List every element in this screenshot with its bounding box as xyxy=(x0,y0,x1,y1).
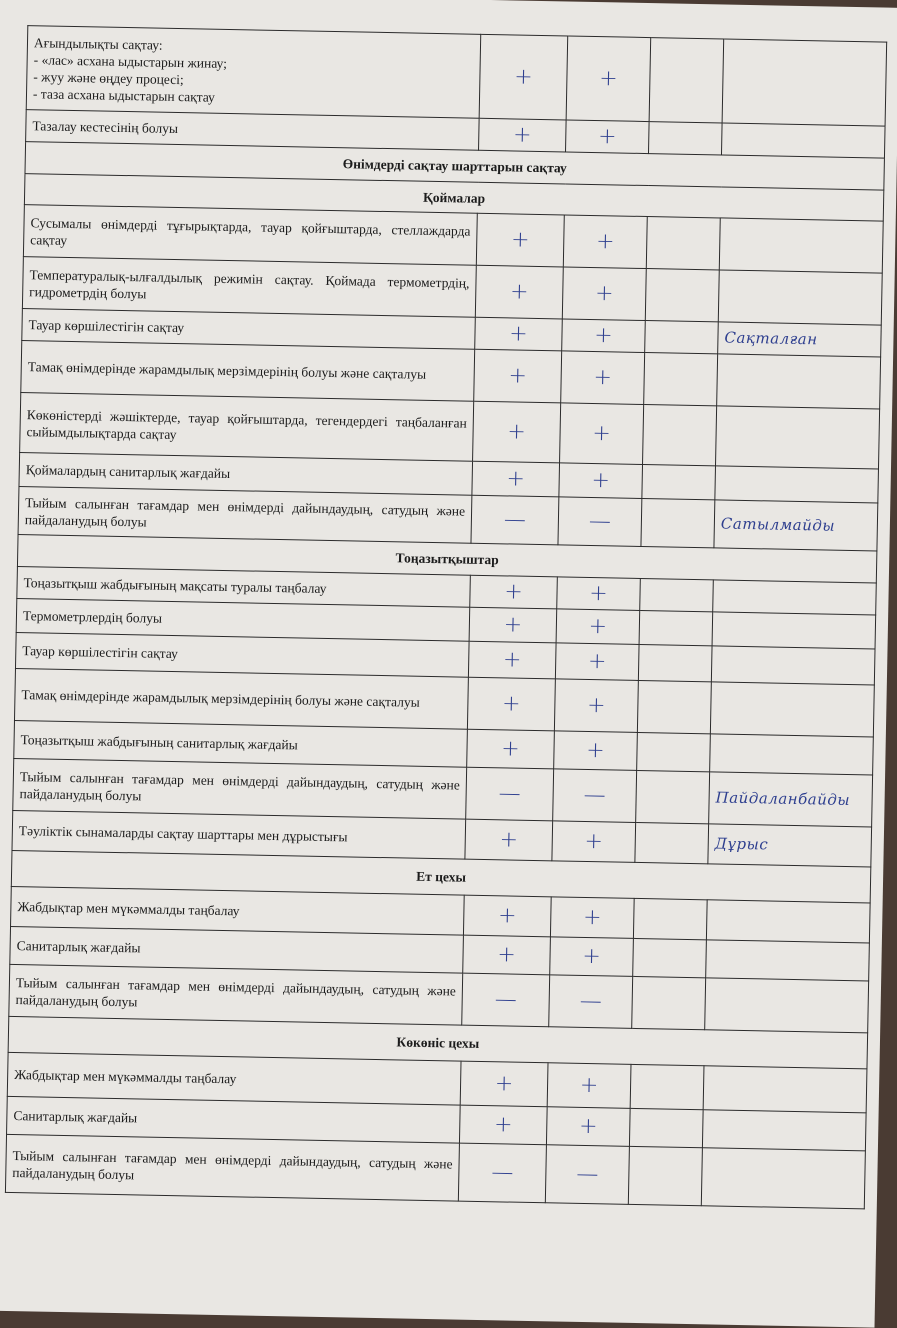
empty-cell xyxy=(629,1108,703,1147)
requirement-text: Жабдықтар мен мүкәммалды таңбалау xyxy=(7,1052,461,1105)
mark-check-2: + xyxy=(552,821,636,863)
handwritten-note xyxy=(712,612,876,649)
empty-cell xyxy=(637,732,711,771)
mark-check-2: — xyxy=(553,769,637,823)
mark-check-2: — xyxy=(549,975,633,1029)
requirement-text: Қоймалардың санитарлық жағдайы xyxy=(19,453,473,496)
mark-check-1: + xyxy=(465,819,553,861)
empty-cell xyxy=(636,770,710,823)
requirement-text: Тыйым салынған тағамдар мен өнімдерді дайындаудың, сатудың және пайдаланудың болуы xyxy=(5,1134,459,1201)
handwritten-note: Сатылмайды xyxy=(714,500,878,551)
handwritten-note xyxy=(715,466,879,503)
handwritten-note xyxy=(711,646,875,685)
empty-cell xyxy=(633,898,707,939)
mark-check-2: + xyxy=(561,351,645,405)
requirement-text: Тыйым салынған тағамдар мен өнімдерді дайындаудың, сатудың және пайдаланудың болуы xyxy=(9,964,463,1025)
mark-check-2: + xyxy=(562,267,646,321)
mark-check-2: + xyxy=(554,679,638,733)
requirement-text: Термометрлердің болуы xyxy=(16,599,470,642)
handwritten-note: Пайдаланбайды xyxy=(709,772,873,827)
requirement-text: Тоңазытқыш жабдығының мақсаты туралы таңбалау xyxy=(17,567,471,608)
handwritten-note xyxy=(719,218,883,273)
checklist-row xyxy=(26,26,886,126)
mark-check-2: — xyxy=(558,497,642,547)
requirement-text: Санитарлық жағдайы xyxy=(7,1096,461,1143)
empty-cell xyxy=(628,1146,702,1205)
requirement-text: Көкөністерді жәшіктерде, тауар қойғыштарда, тегендердегі таңбаланған сыйымдылықтарда сақтау xyxy=(20,393,474,462)
mark-check-2: + xyxy=(559,463,643,499)
mark-check-1: — xyxy=(462,973,550,1027)
empty-cell xyxy=(637,680,711,733)
section-title: Тоңазытқыштар xyxy=(17,535,876,583)
mark-check-1: + xyxy=(460,1061,548,1107)
handwritten-note xyxy=(717,354,881,409)
empty-cell xyxy=(638,644,712,681)
mark-check-1: + xyxy=(467,677,555,731)
mark-check-1: + xyxy=(463,895,551,937)
empty-cell xyxy=(630,1064,704,1109)
mark-check-2: + xyxy=(550,897,634,939)
handwritten-note xyxy=(705,978,869,1033)
empty-cell xyxy=(646,217,720,270)
section-title: Қоймалар xyxy=(24,174,883,221)
empty-cell xyxy=(639,610,713,645)
mark-check-1: + xyxy=(479,34,568,120)
mark-check-2: + xyxy=(554,731,638,771)
mark-check-2: + xyxy=(566,36,651,122)
mark-check-1: + xyxy=(470,575,558,609)
mark-check-1: + xyxy=(459,1105,547,1145)
inspection-table-body xyxy=(5,26,886,1209)
empty-cell xyxy=(644,353,718,406)
handwritten-note xyxy=(701,1148,865,1209)
mark-check-1: + xyxy=(476,213,564,267)
mark-check-2: + xyxy=(550,937,634,977)
mark-check-1: + xyxy=(473,401,561,463)
section-title: Көкөніс цехы xyxy=(8,1016,868,1068)
checklist-sheet xyxy=(5,25,887,1209)
empty-cell xyxy=(641,498,715,547)
requirement-text: Тәуліктік сынамаларды сақтау шарттары мен дұрыстығы xyxy=(12,810,466,859)
handwritten-note xyxy=(706,900,870,943)
handwritten-note xyxy=(716,406,880,469)
mark-check-1: + xyxy=(479,118,567,152)
empty-cell xyxy=(642,464,716,499)
section-title: Өнімдерді сақтау шарттарын сақтау xyxy=(25,142,884,190)
handwritten-note xyxy=(713,580,877,615)
mark-check-2: + xyxy=(546,1107,630,1147)
mark-check-2: + xyxy=(556,609,640,645)
empty-cell xyxy=(643,405,717,466)
handwritten-note: Дұрыс xyxy=(708,824,872,867)
empty-cell xyxy=(640,578,714,611)
requirement-text: Тоңазытқыш жабдығының санитарлық жағдайы xyxy=(14,720,468,767)
handwritten-note xyxy=(710,734,874,775)
requirement-text: Тамақ өнімдерінде жарамдылық мерзімдерінің болуы және сақталуы xyxy=(14,668,468,729)
section-title: Ет цехы xyxy=(11,850,871,902)
handwritten-note xyxy=(722,39,887,126)
mark-check-1: — xyxy=(466,767,554,821)
handwritten-note xyxy=(706,940,870,981)
mark-check-2: — xyxy=(545,1145,629,1205)
mark-check-2: + xyxy=(562,319,646,353)
mark-check-2: + xyxy=(555,643,639,681)
mark-check-1: + xyxy=(472,461,560,497)
handwritten-note xyxy=(703,1066,867,1113)
mark-check-2: + xyxy=(547,1063,631,1109)
mark-check-1: — xyxy=(471,495,559,545)
requirement-text: Тыйым салынған тағамдар мен өнімдерді дайындаудың, сатудың және пайдаланудың болуы xyxy=(18,487,472,544)
empty-cell xyxy=(648,122,722,155)
requirement-text: Тазалау кестесінің болуы xyxy=(26,110,480,151)
requirement-text: Тауар көршілестігін сақтау xyxy=(22,309,476,350)
requirement-text: Тамақ өнімдерінде жарамдылық мерзімдерінің болуы және сақталуы xyxy=(21,341,475,402)
empty-cell xyxy=(649,38,724,123)
requirement-text: Тыйым салынған тағамдар мен өнімдерді дайындаудың, сатудың және пайдаланудың болуы xyxy=(13,758,467,819)
handwritten-note xyxy=(702,1110,866,1151)
empty-cell xyxy=(632,976,706,1029)
inspection-table xyxy=(5,25,887,1209)
requirement-text: Жабдықтар мен мүкәммалды таңбалау xyxy=(11,886,465,935)
mark-check-1: + xyxy=(468,641,556,679)
mark-check-2: + xyxy=(560,403,644,465)
requirement-text: Ағындылықты сақтау: - «лас» асхана ыдыстарын жинау; - жуу және өңдеу процесі; - таза асхана ыдыстарын сақтау xyxy=(26,26,481,119)
mark-check-2: + xyxy=(557,577,641,611)
handwritten-note: Сақталған xyxy=(718,322,882,357)
mark-check-2: + xyxy=(563,215,647,269)
handwritten-note xyxy=(721,123,885,158)
mark-check-2: + xyxy=(566,120,650,154)
empty-cell xyxy=(633,938,707,977)
mark-check-1: + xyxy=(467,729,555,769)
requirement-text: Сусымалы өнімдерді тұғырықтарда, тауар қойғыштарда, стеллаждарда сақтау xyxy=(23,205,477,266)
mark-check-1: + xyxy=(475,317,563,351)
empty-cell xyxy=(635,822,709,863)
mark-check-1: + xyxy=(474,349,562,403)
requirement-text: Тауар көршілестігін сақтау xyxy=(15,633,469,678)
mark-check-1: + xyxy=(469,607,557,643)
mark-check-1: + xyxy=(463,935,551,975)
mark-check-1: + xyxy=(475,265,563,319)
requirement-text: Санитарлық жағдайы xyxy=(10,926,464,973)
empty-cell xyxy=(645,269,719,322)
handwritten-note xyxy=(710,682,874,737)
mark-check-1: — xyxy=(458,1143,546,1203)
empty-cell xyxy=(645,321,719,354)
requirement-text: Температуралық-ылғалдылық режимін сақтау. Қоймада термометрдің, гидрометрдің болуы xyxy=(22,257,476,318)
handwritten-note xyxy=(718,270,882,325)
